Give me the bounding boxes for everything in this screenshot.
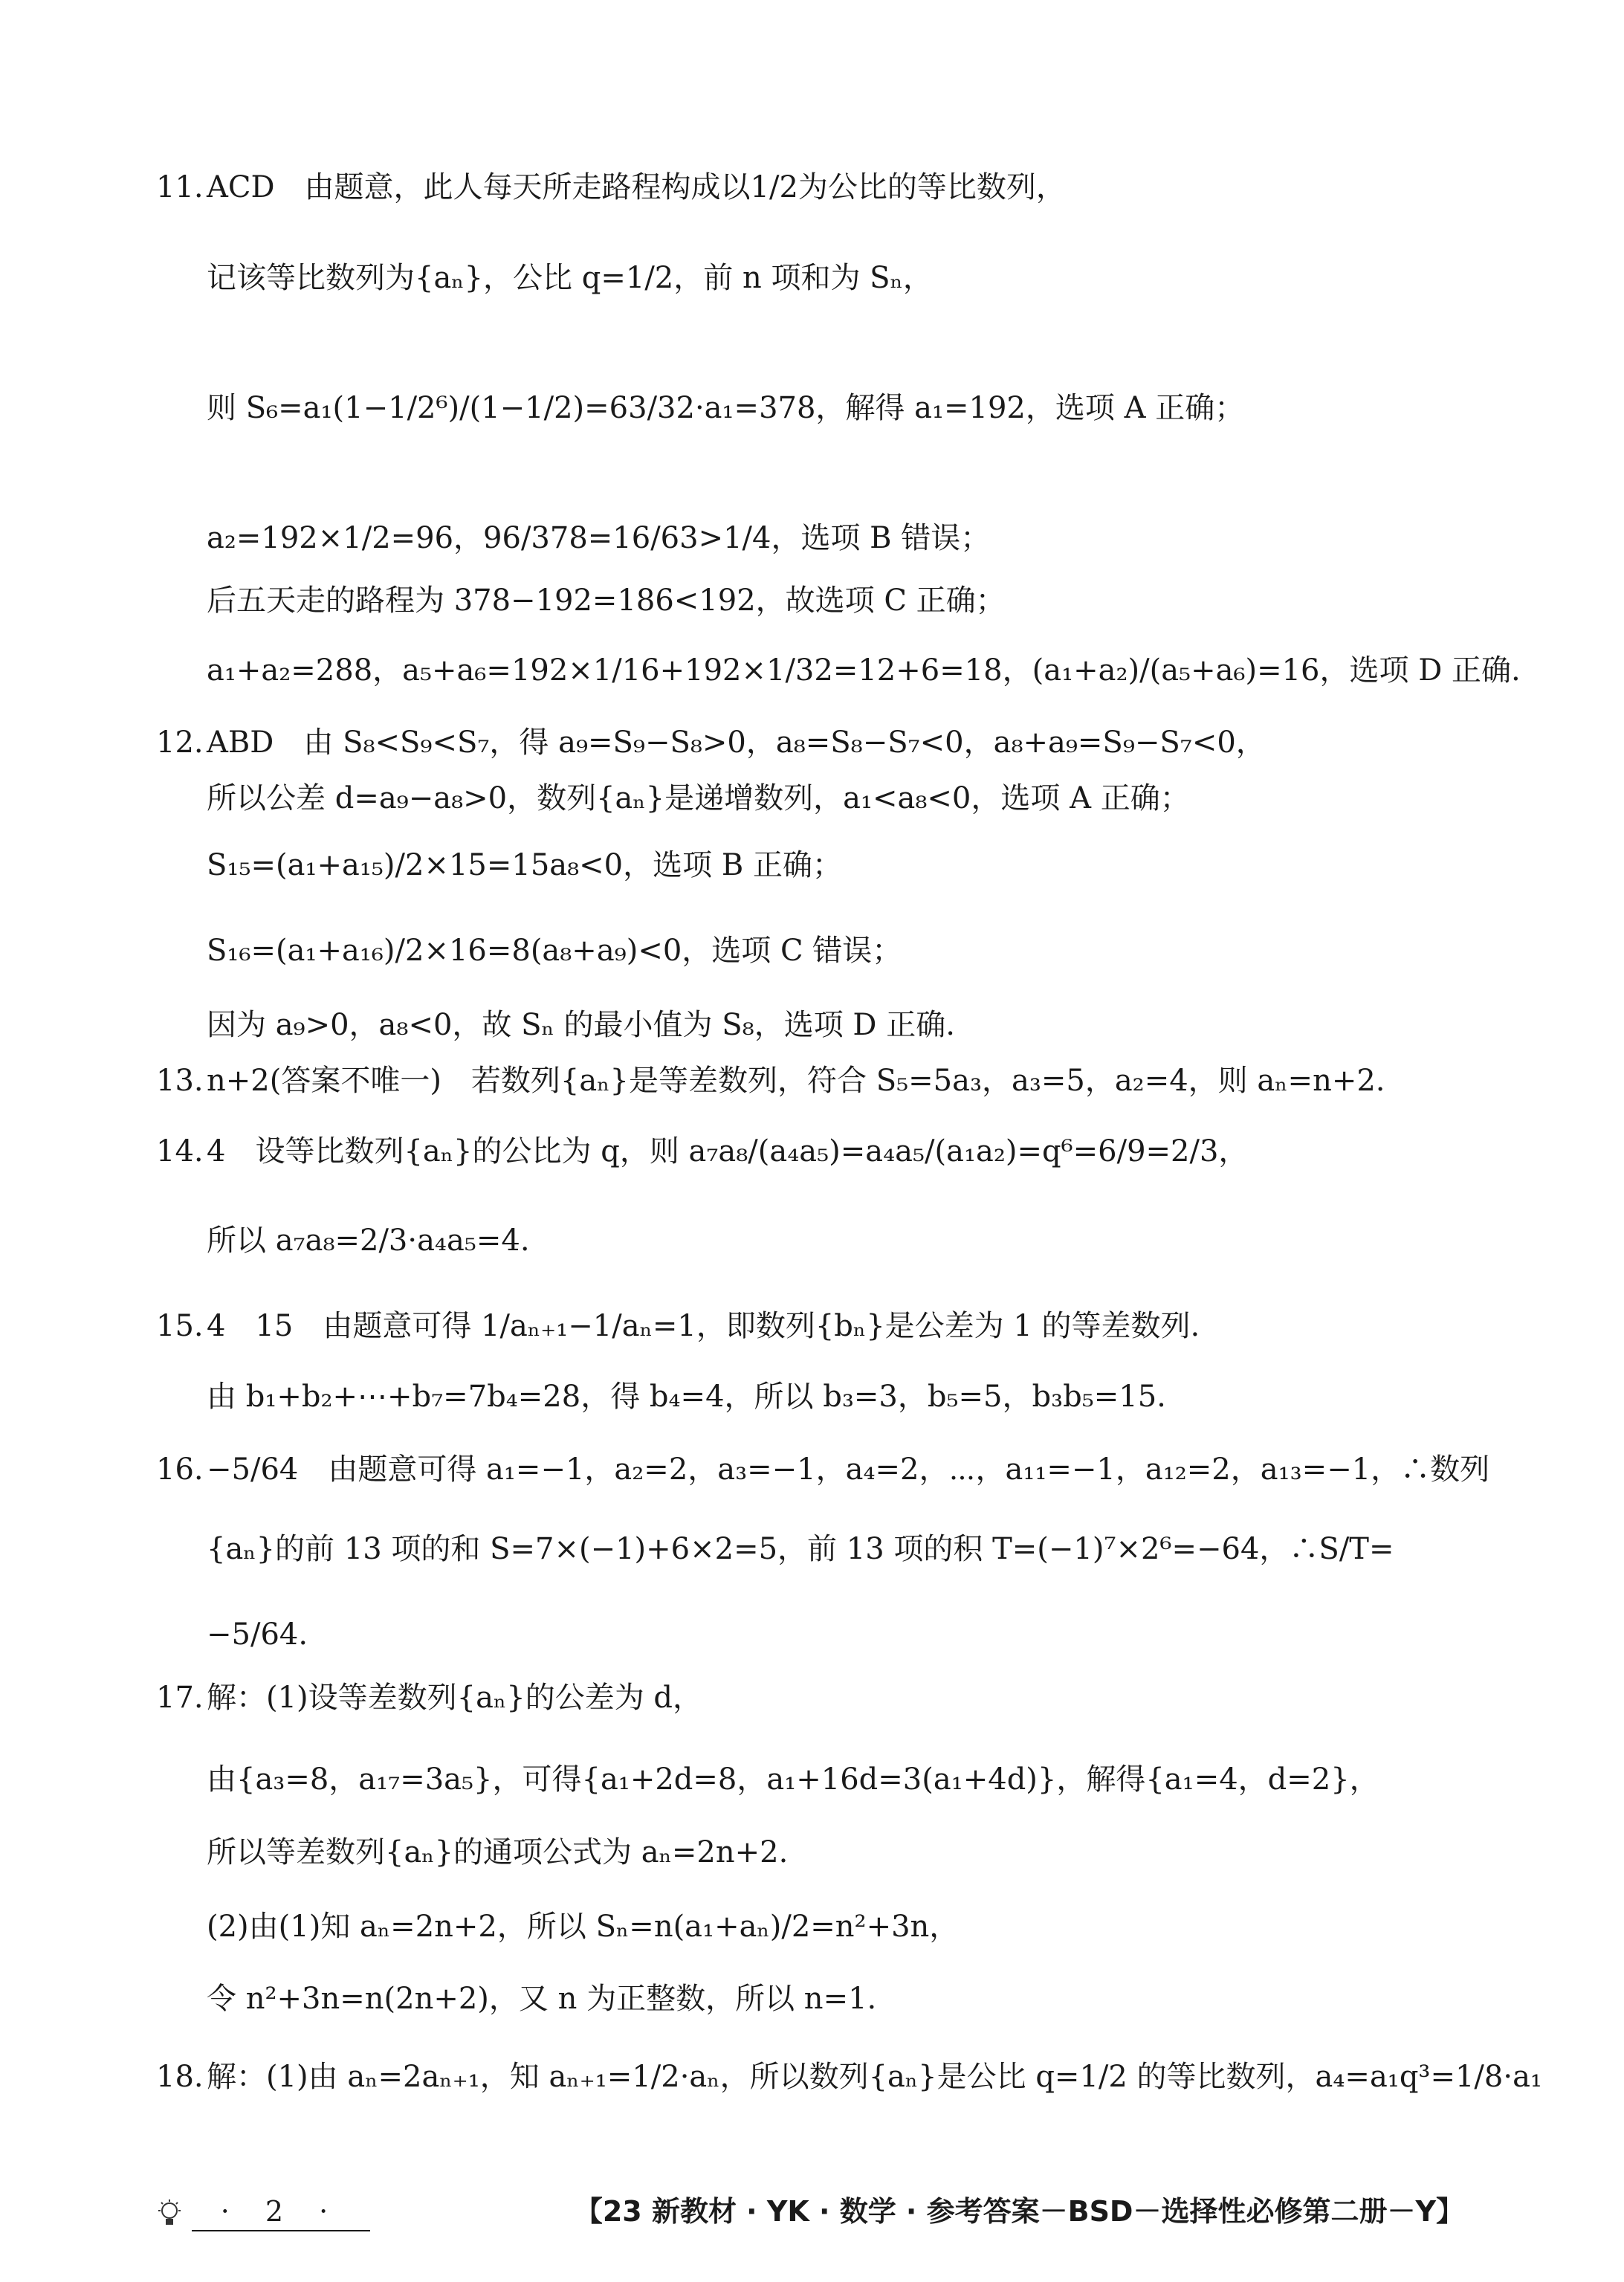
problem-number: 12. bbox=[156, 725, 204, 760]
problem-number: 15. bbox=[156, 1309, 204, 1343]
line-text: −5/64 由题意可得 a₁=−1，a₂=2，a₃=−1，a₄=2，⋯，a₁₁=−1，a₁₂=2，a₁₃=−1，∴数列 bbox=[207, 1452, 1490, 1487]
line-text: S₁₅=(a₁+a₁₅)/2×15=15a₈<0，选项 B 正确； bbox=[207, 848, 842, 882]
line-text: 4 15 由题意可得 1/aₙ₊₁−1/aₙ=1，即数列{bₙ}是公差为 1 的等差数列. bbox=[207, 1309, 1200, 1343]
line-text: a₁+a₂=288，a₅+a₆=192×1/16+192×1/32=12+6=18，(a₁+a₂)/(a₅+a₆)=16，选项 D 正确. bbox=[207, 653, 1521, 688]
footer-title: 【23 新教材 · YK · 数学 · 参考答案－BSD－选择性必修第二册－Y】 bbox=[574, 2195, 1464, 2228]
line-text: 由 b₁+b₂+⋯+b₇=7b₄=28，得 b₄=4，所以 b₃=3，b₅=5，b₃b₅=15. bbox=[207, 1380, 1166, 1414]
line-text: 解：(1)设等差数列{aₙ}的公差为 d， bbox=[207, 1681, 703, 1715]
line-text: 后五天走的路程为 378−192=186<192，故选项 C 正确； bbox=[207, 584, 1006, 618]
line-text: {aₙ}的前 13 项的和 S=7×(−1)+6×2=5，前 13 项的积 T=(−1)⁷×2⁶=−64，∴S/T= bbox=[207, 1532, 1394, 1566]
line-text: 因为 a₉>0，a₈<0，故 Sₙ 的最小值为 S₈，选项 D 正确. bbox=[207, 1008, 955, 1042]
line-text: 则 S₆=a₁(1−1/2⁶)/(1−1/2)=63/32·a₁=378，解得 a₁=192，选项 A 正确； bbox=[207, 391, 1245, 425]
line-text: (2)由(1)知 aₙ=2n+2，所以 Sₙ=n(a₁+aₙ)/2=n²+3n， bbox=[207, 1910, 960, 1944]
problem-number: 13. bbox=[156, 1064, 204, 1098]
line-text: −5/64. bbox=[207, 1617, 308, 1652]
line-text: 令 n²+3n=n(2n+2)，又 n 为正整数，所以 n=1. bbox=[207, 1982, 877, 2016]
problem-number: 17. bbox=[156, 1681, 204, 1715]
line-text: 所以等差数列{aₙ}的通项公式为 aₙ=2n+2. bbox=[207, 1835, 789, 1869]
line-text: 所以 a₇a₈=2/3·a₄a₅=4. bbox=[207, 1224, 530, 1258]
line-text: ACD 由题意，此人每天所走路程构成以1/2为公比的等比数列， bbox=[207, 170, 1066, 204]
problem-number: 14. bbox=[156, 1134, 204, 1169]
problem-number: 18. bbox=[156, 2060, 204, 2094]
line-text: 4 设等比数列{aₙ}的公比为 q，则 a₇a₈/(a₄a₅)=a₄a₅/(a₁a₂)=q⁶=6/9=2/3， bbox=[207, 1134, 1249, 1169]
line-text: 所以公差 d=a₉−a₈>0，数列{aₙ}是递增数列，a₁<a₈<0，选项 A 正确； bbox=[207, 781, 1190, 815]
line-text: 记该等比数列为{aₙ}，公比 q=1/2，前 n 项和为 Sₙ， bbox=[207, 261, 933, 295]
line-text: 由{a₃=8，a₁₇=3a₅}，可得{a₁+2d=8，a₁+16d=3(a₁+4d)}，解得{a₁=4，d=2}， bbox=[207, 1762, 1379, 1797]
line-text: S₁₆=(a₁+a₁₆)/2×16=8(a₈+a₉)<0，选项 C 错误； bbox=[207, 934, 902, 968]
line-text: ABD 由 S₈<S₉<S₇，得 a₉=S₉−S₈>0，a₈=S₈−S₇<0，a₈+a₉=S₉−S₇<0， bbox=[207, 725, 1266, 760]
page-number: · 2 · bbox=[192, 2193, 370, 2231]
problem-number: 11. bbox=[156, 170, 204, 204]
line-text: a₂=192×1/2=96，96/378=16/63>1/4，选项 B 错误； bbox=[207, 521, 991, 555]
line-text: 解：(1)由 aₙ=2aₙ₊₁，知 aₙ₊₁=1/2·aₙ，所以数列{aₙ}是公比 q=1/2 的等比数列，a₄=a₁q³=1/8·a₁ bbox=[207, 2060, 1542, 2094]
problem-number: 16. bbox=[156, 1452, 204, 1487]
lightbulb-icon bbox=[156, 2199, 183, 2231]
line-text: n+2(答案不唯一) 若数列{aₙ}是等差数列，符合 S₅=5a₃，a₃=5，a₂=4，则 aₙ=n+2. bbox=[207, 1064, 1385, 1098]
